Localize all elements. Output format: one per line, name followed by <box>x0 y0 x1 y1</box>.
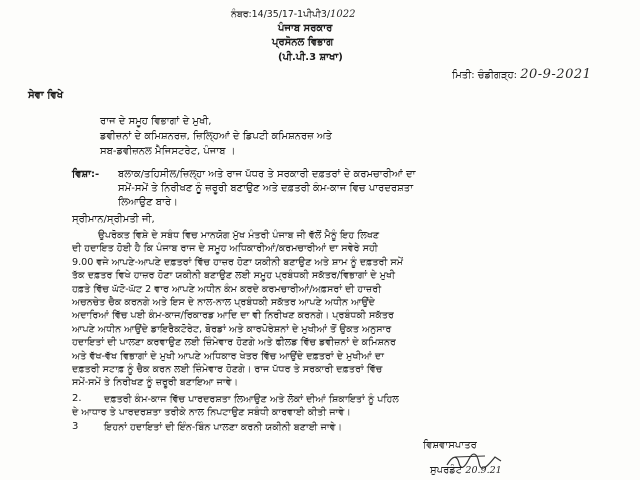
paragraph-1-line: ਅਦਾਰਿਆਂ ਵਿੱਚ ਪਈ ਕੰਮ-ਕਾਜ/ਰਿਕਾਰਡ ਆਦਿ ਦਾ ਵੀ ਨਿਰੀਖਣ ਕਰਨਗੇ। ਪ੍ਰਬੰਧਕੀ ਸਕੱਤਰ <box>72 310 394 322</box>
department-name: ਪ੍ਰਸੋਨਲ ਵਿਭਾਗ <box>272 37 334 48</box>
paragraph-1-line: ਸਮੇਂ-ਸਮੇਂ ਤੇ ਨਿਰੀਖਣ ਨੂੰ ਜ਼ਰੂਰੀ ਬਣਾਇਆ ਜਾਵੇ। <box>72 377 239 389</box>
closing-yours: ਵਿਸ਼ਵਾਸਪਾਤਰ <box>423 440 477 451</box>
greeting: ਸ੍ਰੀਮਾਨ/ਸ੍ਰੀਮਤੀ ਜੀ, <box>72 214 155 225</box>
paragraph-1-line: ਅਤੇ ਵੱਖ-ਵੱਖ ਵਿਭਾਗਾਂ ਦੇ ਮੁਖੀ ਆਪਣੇ ਅਧਿਕਾਰ ਖੇਤਰ ਵਿੱਚ ਆਉਂਦੇ ਦਫ਼ਤਰਾਂ ਦੇ ਮੁਖੀਆਂ ਦਾ <box>72 350 385 362</box>
branch-name: (ਪੀ.ਪੀ.3 ਸ਼ਾਖਾ) <box>278 52 343 63</box>
paragraph-1-line: ਉਪਰੋਕਤ ਵਿਸ਼ੇ ਦੇ ਸਬੰਧ ਵਿਚ ਮਾਨਯੋਗ ਮੁੱਖ ਮੰਤਰੀ ਪੰਜਾਬ ਜੀ ਵੱਲੋਂ ਮੈਨੂੰ ਇਹ ਲਿਖਣ <box>98 230 380 241</box>
signature-line <box>430 465 502 477</box>
signatory-title: ਸੁਪਰਡੰਟ <box>430 465 463 476</box>
paragraph-3-line: ਇਹਨਾਂ ਹਦਾਇਤਾਂ ਦੀ ਇੰਨ-ਬਿੰਨ ਪਾਲਣਾ ਕਰਨੀ ਯਕੀਨੀ ਬਣਾਈ ਜਾਵੇ। <box>104 422 343 433</box>
paragraph-2 <box>72 393 399 420</box>
subject-line-3: ਲਿਆਉਣ ਬਾਰੇ। <box>118 197 178 208</box>
signature-date: 20.9.21 <box>465 465 502 476</box>
paragraph-1-line: ਦੀ ਹਦਾਇਤ ਹੋਈ ਹੈ ਕਿ ਪੰਜਾਬ ਰਾਜ ਦੇ ਸਮੂਹ ਅਧਿਕਾਰੀਆਂ/ਕਰਮਚਾਰੀਆਂ ਦਾ ਸਵੇਰੇ ਸਹੀ <box>72 243 378 255</box>
addressee-line-3: ਸਬ-ਡਵੀਜ਼ਨਲ ਮੈਜਿਸਟਰੇਟ, ਪੰਜਾਬ । <box>100 146 236 157</box>
paragraph-2-line: ਦਫ਼ਤਰੀ ਕੰਮ-ਕਾਜ ਵਿੱਚ ਪਾਰਦਰਸ਼ਤਾ ਲਿਆਉਣ ਅਤੇ ਲੋਕਾਂ ਦੀਆਂ ਸ਼ਿਕਾਇਤਾਂ ਨੂੰ ਪਹਿਲ <box>104 394 399 405</box>
reference-number-handwritten: 1022 <box>330 9 356 20</box>
paragraph-1-line: ਹਦਾਇਤਾਂ ਦੀ ਪਾਲਣਾ ਕਰਵਾਉਣ ਲਈ ਜ਼ਿੰਮੇਵਾਰ ਹੋਣਗੇ ਅਤੇ ਫੀਲਡ ਵਿੱਚ ਡਵੀਜ਼ਨਾਂ ਦੇ ਕਮਿਸ਼ਨਰ <box>72 337 396 349</box>
paragraph-3-number: 3 <box>72 421 79 432</box>
subject-line-1: ਬਲਾਕ/ਤਹਿਸੀਲ/ਜ਼ਿਲ੍ਹਾ ਅਤੇ ਰਾਜ ਪੱਧਰ ਤੇ ਸਰਕਾਰੀ ਦਫ਼ਤਰਾਂ ਦੇ ਕਰਮਚਾਰੀਆਂ ਦਾ <box>118 169 416 180</box>
date-label: ਮਿਤੀ: ਚੰਡੀਗੜ੍ਹ: <box>452 70 518 81</box>
paragraph-1-line: ਤੱਕ ਦਫ਼ਤਰ ਵਿਖੇ ਹਾਜ਼ਰ ਹੋਣਾ ਯਕੀਨੀ ਬਣਾਉਣ ਲਈ ਸਮੂਹ ਪ੍ਰਬੰਧਕੀ ਸਕੱਤਰ/ਵਿਭਾਗਾਂ ਦੇ ਮੁਖੀ <box>72 270 395 282</box>
paragraph-2-line: ਦੇ ਆਧਾਰ ਤੇ ਪਾਰਦਰਸ਼ਤਾ ਤਰੀਕੇ ਨਾਲ ਨਿਪਟਾਉਣ ਸਬੰਧੀ ਕਾਰਵਾਈ ਕੀਤੀ ਜਾਵੇ। <box>72 407 351 419</box>
paragraph-1-line: ਆਪਣੇ ਅਧੀਨ ਆਉਂਦੇ ਡਾਇਰੈਕਟੋਰੇਟ, ਬੋਰਡਾਂ ਅਤੇ ਕਾਰਪੋਰੇਸ਼ਨਾਂ ਦੇ ਮੁਖੀਆਂ ਤੋਂ ਉਕਤ ਅਨੁਸਾਰ <box>72 323 392 335</box>
reference-number-printed: ਨੰਬਰ:14/35/17-1ਪੀਪੀ3/ <box>231 9 330 20</box>
paragraph-1-line: ਹਫ਼ਤੇ ਵਿੱਚ ਘੱਟੋ-ਘੱਟ 2 ਵਾਰ ਆਪਣੇ ਅਧੀਨ ਕੰਮ ਕਰਦੇ ਕਰਮਚਾਰੀਆਂ/ਅਫ਼ਸਰਾਂ ਦੀ ਹਾਜ਼ਰੀ <box>72 283 382 295</box>
reference-number <box>231 9 355 21</box>
paragraph-1-line: 9.00 ਵਜੇ ਆਪਣੇ-ਆਪਣੇ ਦਫ਼ਤਰਾਂ ਵਿੱਚ ਹਾਜ਼ਰ ਹੋਣਾ ਯਕੀਨੀ ਬਣਾਉਣ ਅਤੇ ਸ਼ਾਮ ਨੂੰ ਦਫ਼ਤਰੀ ਸਮੇਂ <box>72 256 404 268</box>
paragraph-1-line: ਦਫ਼ਤਰੀ ਸਟਾਫ਼ ਨੂੰ ਚੈਕ ਕਰਨ ਲਈ ਜ਼ਿੰਮੇਵਾਰ ਹੋਣਗੇ। ਰਾਜ ਪੱਧਰ ਤੇ ਸਰਕਾਰੀ ਦਫ਼ਤਰਾਂ ਵਿੱਚ <box>72 363 383 375</box>
salutation-to: ਸੇਵਾ ਵਿਖੇ <box>28 90 64 101</box>
paragraph-2-number: 2. <box>72 393 82 404</box>
addressee-line-1: ਰਾਜ ਦੇ ਸਮੂਹ ਵਿਭਾਗਾਂ ਦੇ ਮੁਖੀ, <box>100 116 212 127</box>
paragraph-3 <box>104 421 342 434</box>
government-name: ਪੰਜਾਬ ਸਰਕਾਰ <box>278 23 333 34</box>
date-handwritten: 20-9-2021 <box>520 67 592 82</box>
addressee-line-2: ਡਵੀਜ਼ਨਾਂ ਦੇ ਕਮਿਸ਼ਨਰਜ਼, ਜ਼ਿਲ੍ਹਿਆਂ ਦੇ ਡਿਪਟੀ ਕਮਿਸ਼ਨਰਜ਼ ਅਤੇ <box>100 131 332 142</box>
subject-line-2: ਸਮੇਂ-ਸਮੇਂ ਤੇ ਨਿਰੀਖਣ ਨੂੰ ਜ਼ਰੂਰੀ ਬਣਾਉਣ ਅਤੇ ਦਫ਼ਤਰੀ ਕੰਮ-ਕਾਜ ਵਿਚ ਪਾਰਦਰਸ਼ਤਾ <box>118 183 414 194</box>
paragraph-1-line: ਅਚਨਚੇਤ ਚੈਕ ਕਰਨਗੇ ਅਤੇ ਇਸ ਦੇ ਨਾਲ-ਨਾਲ ਪ੍ਰਬੰਧਕੀ ਸਕੱਤਰ ਆਪਣੇ ਅਧੀਨ ਆਉਂਦੇ <box>72 296 375 308</box>
subject-label: ਵਿਸ਼ਾ:- <box>72 169 100 180</box>
paragraph-1 <box>72 229 403 390</box>
date-line <box>452 69 591 82</box>
